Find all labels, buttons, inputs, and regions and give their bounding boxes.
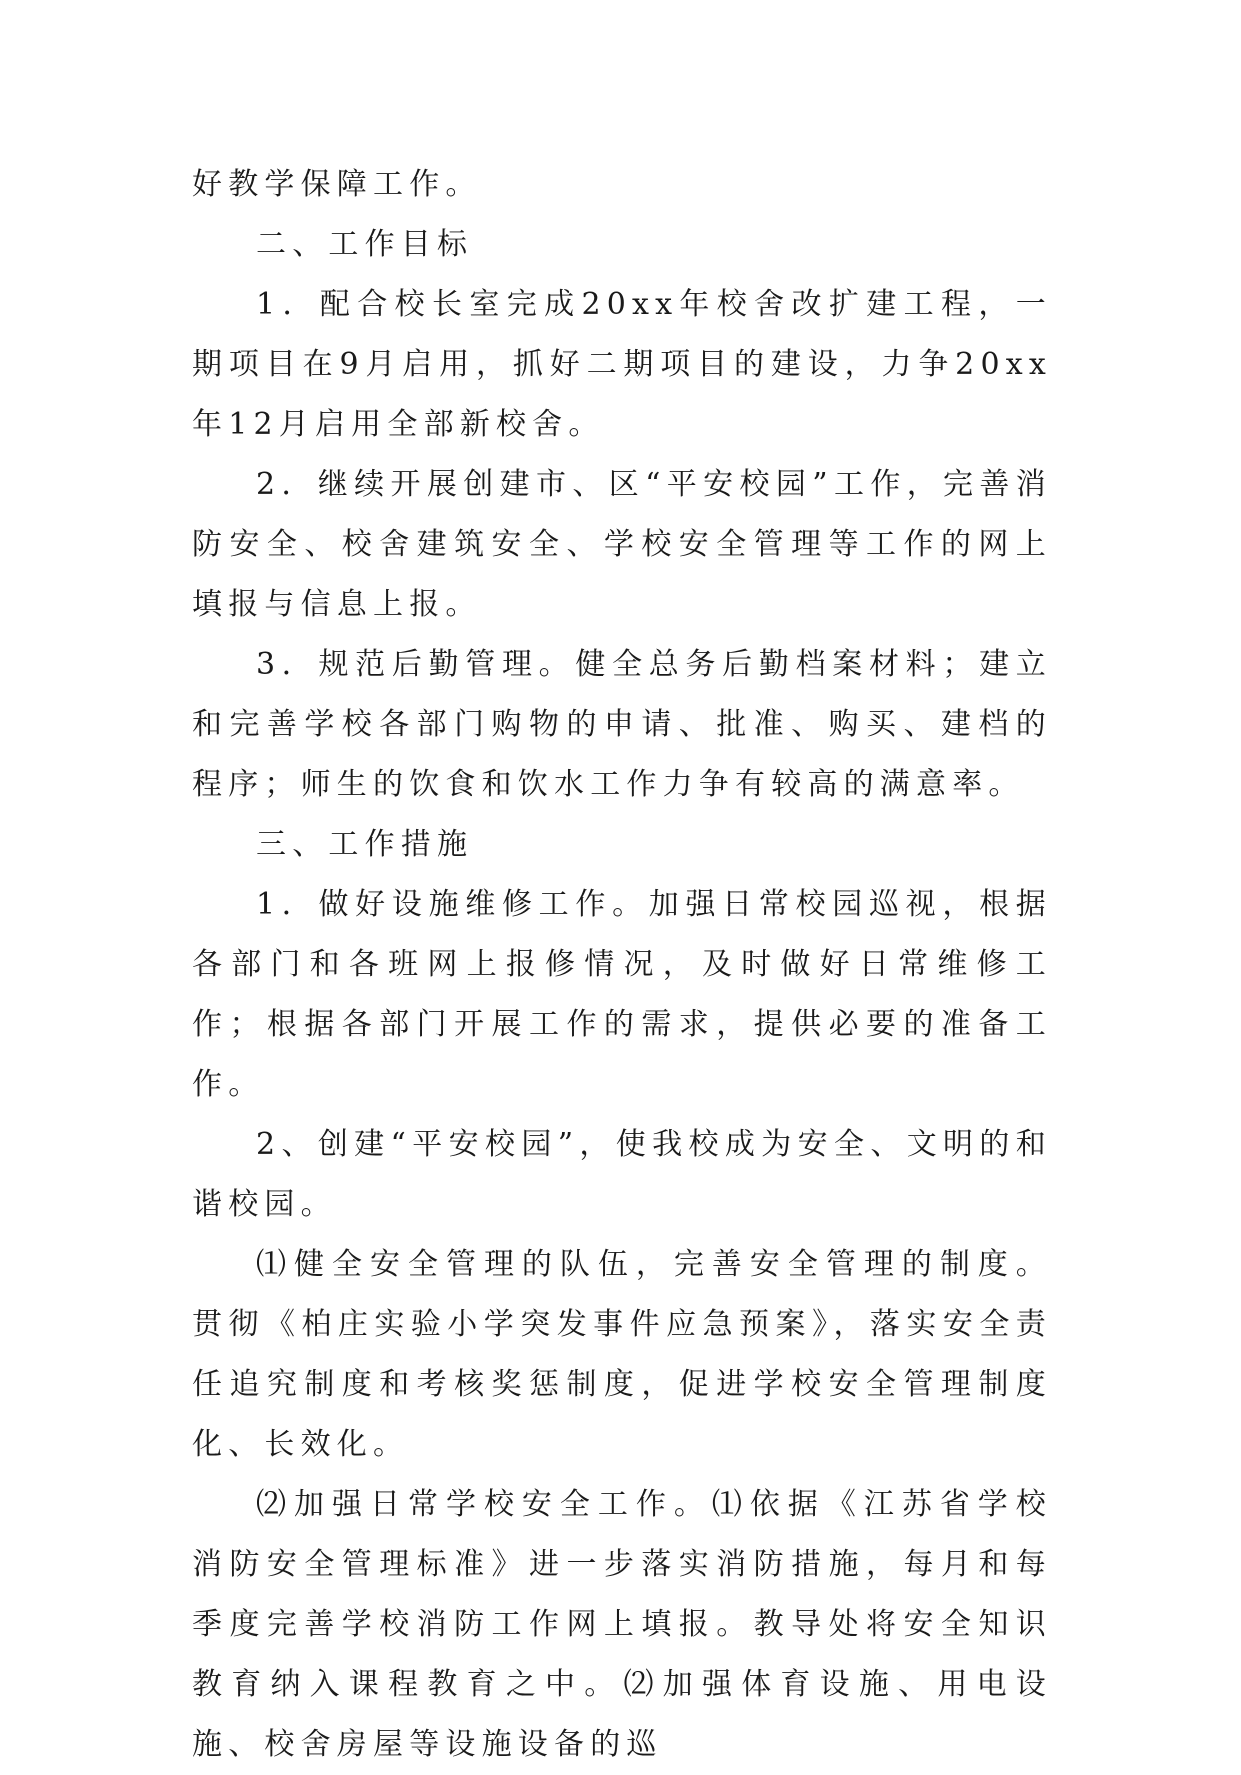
goal-item-2: 2．继续开展创建市、区“平安校园”工作，完善消防安全、校舍建筑安全、学校安全管理等工作的网上填报与信息上报。	[192, 467, 1052, 622]
goal-item-3: 3．规范后勤管理。健全总务后勤档案材料；建立和完善学校各部门购物的申请、批准、购买、建档的程序；师生的饮食和饮水工作力争有较高的满意率。	[192, 647, 1052, 802]
document-body	[192, 155, 1052, 1775]
measure-subitem-1: ⑴健全安全管理的队伍，完善安全管理的制度。贯彻《柏庄实验小学突发事件应急预案》，落实安全责任追究制度和考核奖惩制度，促进学校安全管理制度化、长效化。	[192, 1247, 1052, 1462]
goal-item-1: 1．配合校长室完成20xx年校舍改扩建工程，一期项目在9月启用，抓好二期项目的建设，力争20xx年12月启用全部新校舍。	[192, 287, 1052, 442]
paragraph-continuation: 好教学保障工作。	[192, 167, 482, 202]
section-heading-measures: 三、工作措施	[256, 827, 474, 862]
measure-item-1: 1．做好设施维修工作。加强日常校园巡视，根据各部门和各班网上报修情况，及时做好日常维修工作；根据各部门开展工作的需求，提供必要的准备工作。	[192, 887, 1052, 1102]
measure-item-2: 2、创建“平安校园”，使我校成为安全、文明的和谐校园。	[192, 1127, 1052, 1222]
section-heading-goals: 二、工作目标	[256, 227, 474, 262]
measure-subitem-2: ⑵加强日常学校安全工作。⑴依据《江苏省学校消防安全管理标准》进一步落实消防措施，每月和每季度完善学校消防工作网上填报。教导处将安全知识教育纳入课程教育之中。⑵加强体育设施、用电设施、校舍房屋等设施设备的巡	[192, 1487, 1052, 1762]
